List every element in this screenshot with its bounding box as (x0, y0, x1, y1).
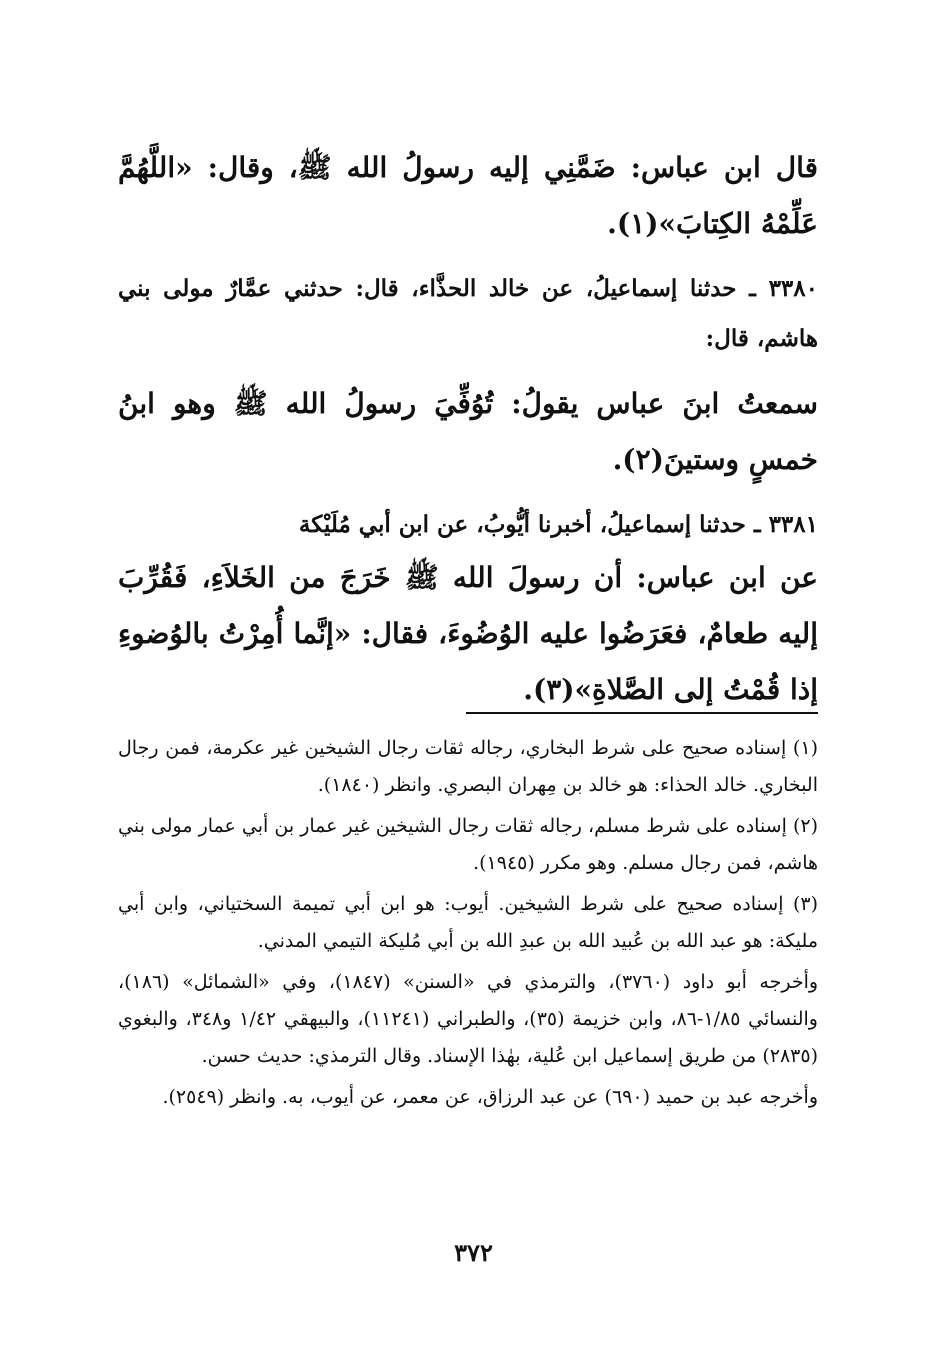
page-number: ٣٧٢ (454, 1238, 493, 1267)
footnote-3-additional: وأخرجه عبد بن حميد (٦٩٠) عن عبد الرزاق، عن معمر، عن أيوب، به. وانظر (٢٥٤٩). (162, 1086, 818, 1108)
footnote-1: (١) إسناده صحيح على شرط البخاري، رجاله ثقات رجال الشيخين غير عكرمة، فمن رجال البخاري. خالد الحذاء: هو خالد بن مِهران البصري. وانظر (١٨٤٠). (118, 737, 818, 796)
hadith-3381-chain: ٣٣٨١ ـ حدثنا إسماعيلُ، أخبرنا أيُّوبُ، عن ابن أبي مُلَيْكة (298, 511, 818, 538)
main-text (118, 140, 818, 718)
paragraph-1: قال ابن عباس: ضَمَّنِي إليه رسولُ الله ﷺ، وقال: «اللَّهُمَّ عَلِّمْهُ الكِتابَ»(١). (118, 151, 818, 240)
footnotes (118, 730, 818, 1120)
hadith-3380-text: سمعتُ ابنَ عباس يقولُ: تُوُفِّيَ رسولُ الله ﷺ وهو ابنُ خمسٍ وستينَ(٢). (118, 387, 818, 476)
footnote-2: (٢) إسناده على شرط مسلم، رجاله ثقات رجال الشيخين غير عمار بن أبي عمار مولى بني هاشم، فمن رجال مسلم. وهو مكرر (١٩٤٥). (118, 815, 818, 874)
footnote-3-takhrij: وأخرجه أبو داود (٣٧٦٠)، والترمذي في «السنن» (١٨٤٧)، وفي «الشمائل» (١٨٦)، والنسائي ١/٨٥-٨٦، وابن خزيمة (٣٥)، والطبراني (١١٢٤١)، والبيهقي ١/٤٢ و٣٤٨، والبغوي (٢٨٣٥) من طريق إسماعيل ابن عُلية، بهٰذا الإسناد. وقال الترمذي: حديث حسن. (118, 971, 819, 1067)
hadith-3380-chain: ٣٣٨٠ ـ حدثنا إسماعيلُ، عن خالد الحذَّاء، قال: حدثني عمَّارٌ مولى بني هاشم، قال: (118, 275, 818, 352)
footnote-3: (٣) إسناده صحيح على شرط الشيخين. أيوب: هو ابن أبي تميمة السختياني، وابن أبي مليكة: هو عبد الله بن عُبيد الله بن عبدِ الله بن أبي مُليكة التيمي المدني. (118, 893, 818, 952)
hadith-3381-text: عن ابن عباس: أن رسولَ الله ﷺ خَرَجَ من الخَلاَءِ، فَقُرِّبَ إليه طعامٌ، فعَرَضُوا عليه الوُضُوءَ، فقال: «إنَّما أُمِرْتُ بالوُضوءِ إذا قُمْتُ إلى الصَّلاةِ»(٣). (118, 561, 818, 706)
footnote-separator (466, 712, 818, 714)
